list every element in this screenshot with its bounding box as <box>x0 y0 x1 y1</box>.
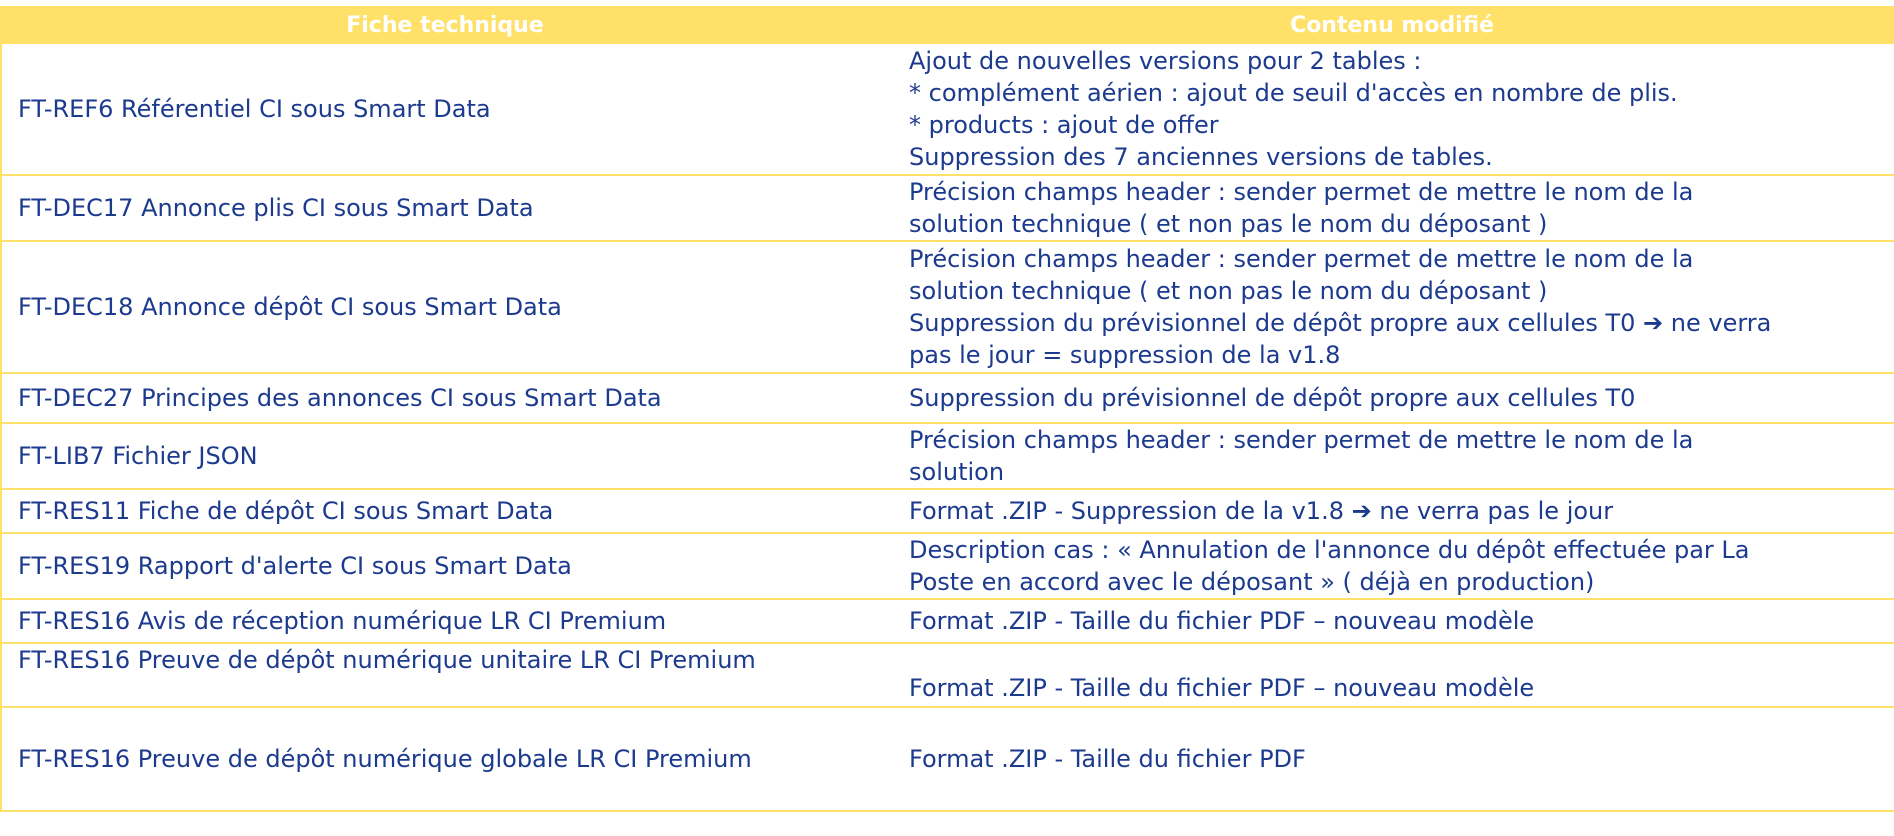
technical-sheets-table <box>0 6 1894 812</box>
fiche-cell: FT-RES11 Fiche de dépôt CI sous Smart Data <box>1 489 889 533</box>
header-contenu-modifie: Contenu modifié <box>889 7 1894 43</box>
contenu-cell <box>889 241 1894 373</box>
contenu-line: Précision champs header : sender permet de mettre le nom de la <box>909 245 1694 273</box>
contenu-line: Description cas : « Annulation de l'annonce du dépôt effectuée par La <box>909 536 1750 564</box>
fiche-cell: FT-DEC27 Principes des annonces CI sous Smart Data <box>1 373 889 423</box>
contenu-line: * products : ajout de offer <box>909 111 1219 139</box>
contenu-line: Poste en accord avec le déposant » ( déjà en production) <box>909 568 1595 596</box>
fiche-cell: FT-RES16 Preuve de dépôt numérique unitaire LR CI Premium <box>1 643 889 707</box>
contenu-line: * complément aérien : ajout de seuil d'accès en nombre de plis. <box>909 79 1678 107</box>
table-header <box>1 7 1894 43</box>
contenu-line: Précision champs header : sender permet de mettre le nom de la <box>909 178 1694 206</box>
contenu-line: Précision champs header : sender permet de mettre le nom de la <box>909 426 1694 454</box>
contenu-line: Suppression du prévisionnel de dépôt propre aux cellules T0 ➔ ne verra <box>909 309 1772 337</box>
fiche-cell: FT-LIB7 Fichier JSON <box>1 423 889 489</box>
table-row <box>1 533 1894 599</box>
fiche-cell: FT-REF6 Référentiel CI sous Smart Data <box>1 43 889 175</box>
contenu-cell <box>889 643 1894 707</box>
fiche-cell: FT-RES16 Avis de réception numérique LR CI Premium <box>1 599 889 643</box>
fiche-cell: FT-RES16 Preuve de dépôt numérique globale LR CI Premium <box>1 707 889 811</box>
fiche-cell: FT-DEC18 Annonce dépôt CI sous Smart Data <box>1 241 889 373</box>
table-row <box>1 175 1894 241</box>
contenu-line: Suppression du prévisionnel de dépôt propre aux cellules T0 <box>909 384 1636 412</box>
contenu-line: Suppression des 7 anciennes versions de tables. <box>909 143 1493 171</box>
contenu-cell <box>889 533 1894 599</box>
table-row <box>1 489 1894 533</box>
fiche-cell: FT-DEC17 Annonce plis CI sous Smart Data <box>1 175 889 241</box>
table-row <box>1 241 1894 373</box>
contenu-cell <box>889 43 1894 175</box>
table-row <box>1 373 1894 423</box>
contenu-cell <box>889 707 1894 811</box>
table-body <box>1 43 1894 811</box>
table-row <box>1 643 1894 707</box>
contenu-line: Format .ZIP - Taille du fichier PDF – nouveau modèle <box>909 607 1535 635</box>
contenu-line: Format .ZIP - Taille du fichier PDF – nouveau modèle <box>909 674 1535 702</box>
contenu-line: Ajout de nouvelles versions pour 2 tables : <box>909 47 1422 75</box>
table-row <box>1 43 1894 175</box>
contenu-line: pas le jour = suppression de la v1.8 <box>909 341 1341 369</box>
contenu-cell <box>889 175 1894 241</box>
header-row <box>1 7 1894 43</box>
contenu-cell <box>889 599 1894 643</box>
table-row <box>1 707 1894 811</box>
contenu-line: solution technique ( et non pas le nom du déposant ) <box>909 277 1548 305</box>
contenu-cell <box>889 373 1894 423</box>
header-fiche-technique: Fiche technique <box>1 7 889 43</box>
contenu-cell <box>889 489 1894 533</box>
contenu-line: Format .ZIP - Suppression de la v1.8 ➔ ne verra pas le jour <box>909 497 1614 525</box>
fiche-cell: FT-RES19 Rapport d'alerte CI sous Smart Data <box>1 533 889 599</box>
contenu-cell <box>889 423 1894 489</box>
table-row <box>1 423 1894 489</box>
table-row <box>1 599 1894 643</box>
contenu-line: solution technique ( et non pas le nom du déposant ) <box>909 210 1548 238</box>
contenu-line: Format .ZIP - Taille du fichier PDF <box>909 745 1306 773</box>
contenu-line: solution <box>909 458 1005 486</box>
